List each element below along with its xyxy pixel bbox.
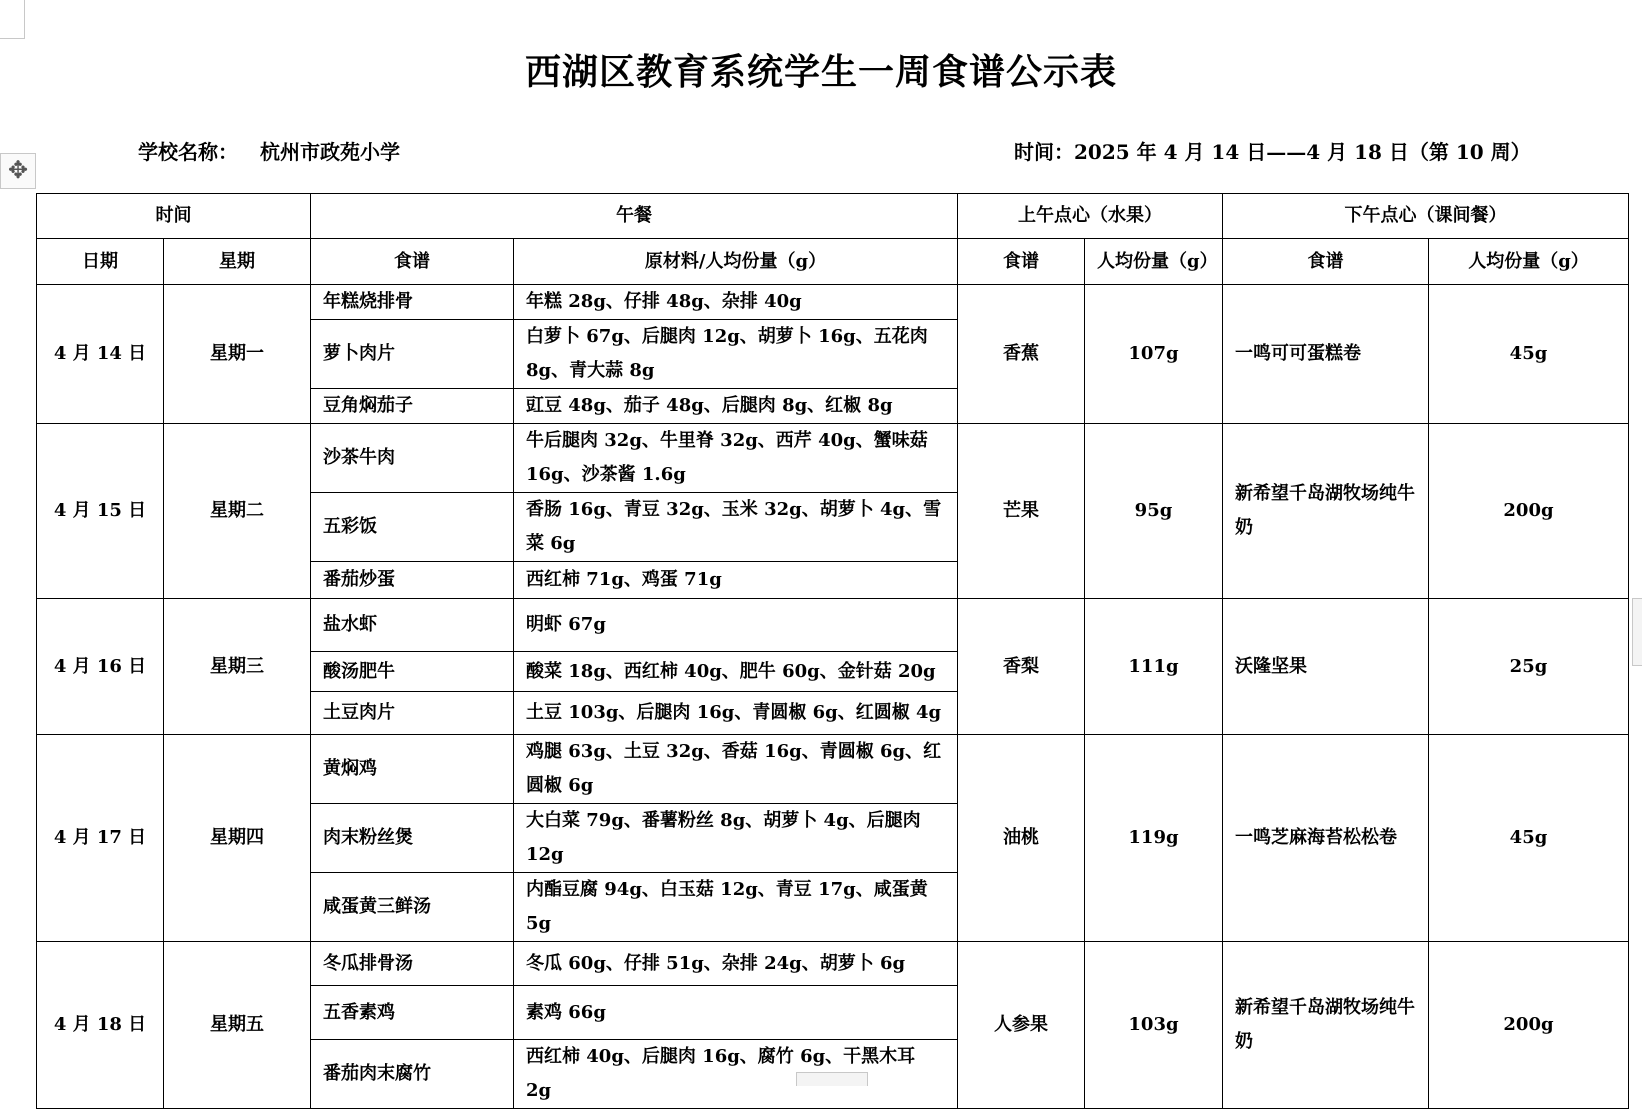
header-time: 时间	[37, 194, 311, 239]
header-morning-snack: 上午点心（水果）	[958, 194, 1223, 239]
date-cell: 4 月 17 日	[37, 735, 164, 942]
fruit-cell: 油桃	[958, 735, 1085, 942]
weekday-cell: 星期五	[164, 942, 311, 1109]
dish-ingredients: 白萝卜 67g、后腿肉 12g、胡萝卜 16g、五花肉 8g、青大蒜 8g	[514, 320, 958, 389]
snack-cell: 一鸣芝麻海苔松松卷	[1223, 735, 1429, 942]
dish-name: 酸汤肥牛	[311, 652, 514, 692]
header-snack-portion: 人均份量（g）	[1429, 239, 1629, 285]
dish-ingredients: 冬瓜 60g、仔排 51g、杂排 24g、胡萝卜 6g	[514, 942, 958, 986]
header-weekday: 星期	[164, 239, 311, 285]
weekday-cell: 星期四	[164, 735, 311, 942]
table-row	[37, 942, 1629, 986]
header-lunch: 午餐	[311, 194, 958, 239]
snack-portion-cell: 25g	[1429, 599, 1629, 735]
page-title: 西湖区教育系统学生一周食谱公示表	[524, 51, 1117, 93]
dish-ingredients: 牛后腿肉 32g、牛里脊 32g、西芹 40g、蟹味菇 16g、沙茶酱 1.6g	[514, 424, 958, 493]
school-name: 杭州市政苑小学	[260, 140, 400, 164]
snack-cell: 新希望千岛湖牧场纯牛奶	[1223, 942, 1429, 1109]
dish-name: 盐水虾	[311, 599, 514, 652]
header-row-2	[37, 239, 1629, 285]
snack-portion-cell: 200g	[1429, 942, 1629, 1109]
scrollbar-handle[interactable]	[1632, 598, 1642, 666]
header-row-1	[37, 194, 1629, 239]
dish-name: 五香素鸡	[311, 986, 514, 1040]
page-corner-mark	[0, 0, 25, 39]
dish-name: 冬瓜排骨汤	[311, 942, 514, 986]
header-snack: 食谱	[1223, 239, 1429, 285]
dish-name: 土豆肉片	[311, 692, 514, 735]
weekday-cell: 星期二	[164, 424, 311, 599]
dish-name: 豆角焖茄子	[311, 389, 514, 424]
dish-ingredients: 酸菜 18g、西红柿 40g、肥牛 60g、金针菇 20g	[514, 652, 958, 692]
school-label: 学校名称：	[138, 140, 238, 164]
header-fruit-portion: 人均份量（g）	[1085, 239, 1223, 285]
table-row	[37, 599, 1629, 652]
fruit-cell: 香蕉	[958, 285, 1085, 424]
snack-portion-cell: 45g	[1429, 735, 1629, 942]
dish-ingredients: 明虾 67g	[514, 599, 958, 652]
header-dish: 食谱	[311, 239, 514, 285]
dish-name: 番茄肉末腐竹	[311, 1040, 514, 1109]
table-row	[37, 285, 1629, 320]
fruit-cell: 人参果	[958, 942, 1085, 1109]
table-move-handle-icon[interactable]: ✥	[0, 153, 36, 189]
fruit-portion-cell: 107g	[1085, 285, 1223, 424]
dish-ingredients: 年糕 28g、仔排 48g、杂排 40g	[514, 285, 958, 320]
dish-name: 沙茶牛肉	[311, 424, 514, 493]
dish-name: 咸蛋黄三鲜汤	[311, 873, 514, 942]
dish-ingredients: 豇豆 48g、茄子 48g、后腿肉 8g、红椒 8g	[514, 389, 958, 424]
fruit-portion-cell: 103g	[1085, 942, 1223, 1109]
table-row	[37, 735, 1629, 804]
dish-name: 萝卜肉片	[311, 320, 514, 389]
fruit-cell: 香梨	[958, 599, 1085, 735]
weekday-cell: 星期一	[164, 285, 311, 424]
dish-ingredients: 内酯豆腐 94g、白玉菇 12g、青豆 17g、咸蛋黄 5g	[514, 873, 958, 942]
fruit-cell: 芒果	[958, 424, 1085, 599]
fruit-portion-cell: 111g	[1085, 599, 1223, 735]
snack-portion-cell: 45g	[1429, 285, 1629, 424]
dish-name: 番茄炒蛋	[311, 562, 514, 599]
dish-ingredients: 西红柿 40g、后腿肉 16g、腐竹 6g、干黑木耳 2g	[514, 1040, 958, 1109]
weekday-cell: 星期三	[164, 599, 311, 735]
date-cell: 4 月 15 日	[37, 424, 164, 599]
dish-name: 肉末粉丝煲	[311, 804, 514, 873]
header-ingredients: 原材料/人均份量（g）	[514, 239, 958, 285]
snack-cell: 沃隆坚果	[1223, 599, 1429, 735]
dish-ingredients: 西红柿 71g、鸡蛋 71g	[514, 562, 958, 599]
fruit-portion-cell: 95g	[1085, 424, 1223, 599]
dish-ingredients: 香肠 16g、青豆 32g、玉米 32g、胡萝卜 4g、雪菜 6g	[514, 493, 958, 562]
dish-ingredients: 素鸡 66g	[514, 986, 958, 1040]
header-afternoon-snack: 下午点心（课间餐）	[1223, 194, 1629, 239]
menu-table	[36, 193, 1629, 1109]
snack-cell: 一鸣可可蛋糕卷	[1223, 285, 1429, 424]
dish-ingredients: 大白菜 79g、番薯粉丝 8g、胡萝卜 4g、后腿肉 12g	[514, 804, 958, 873]
date-cell: 4 月 18 日	[37, 942, 164, 1109]
dish-name: 年糕烧排骨	[311, 285, 514, 320]
header-fruit: 食谱	[958, 239, 1085, 285]
school-info	[138, 136, 400, 165]
snack-cell: 新希望千岛湖牧场纯牛奶	[1223, 424, 1429, 599]
date-cell: 4 月 14 日	[37, 285, 164, 424]
table-row	[37, 424, 1629, 493]
dish-name: 黄焖鸡	[311, 735, 514, 804]
period-info: 时间：2025 年 4 月 14 日——4 月 18 日（第 10 周）	[1014, 140, 1531, 164]
header-date: 日期	[37, 239, 164, 285]
snack-portion-cell: 200g	[1429, 424, 1629, 599]
fruit-portion-cell: 119g	[1085, 735, 1223, 942]
dish-ingredients: 鸡腿 63g、土豆 32g、香菇 16g、青圆椒 6g、红圆椒 6g	[514, 735, 958, 804]
dish-name: 五彩饭	[311, 493, 514, 562]
date-cell: 4 月 16 日	[37, 599, 164, 735]
dish-ingredients: 土豆 103g、后腿肉 16g、青圆椒 6g、红圆椒 4g	[514, 692, 958, 735]
